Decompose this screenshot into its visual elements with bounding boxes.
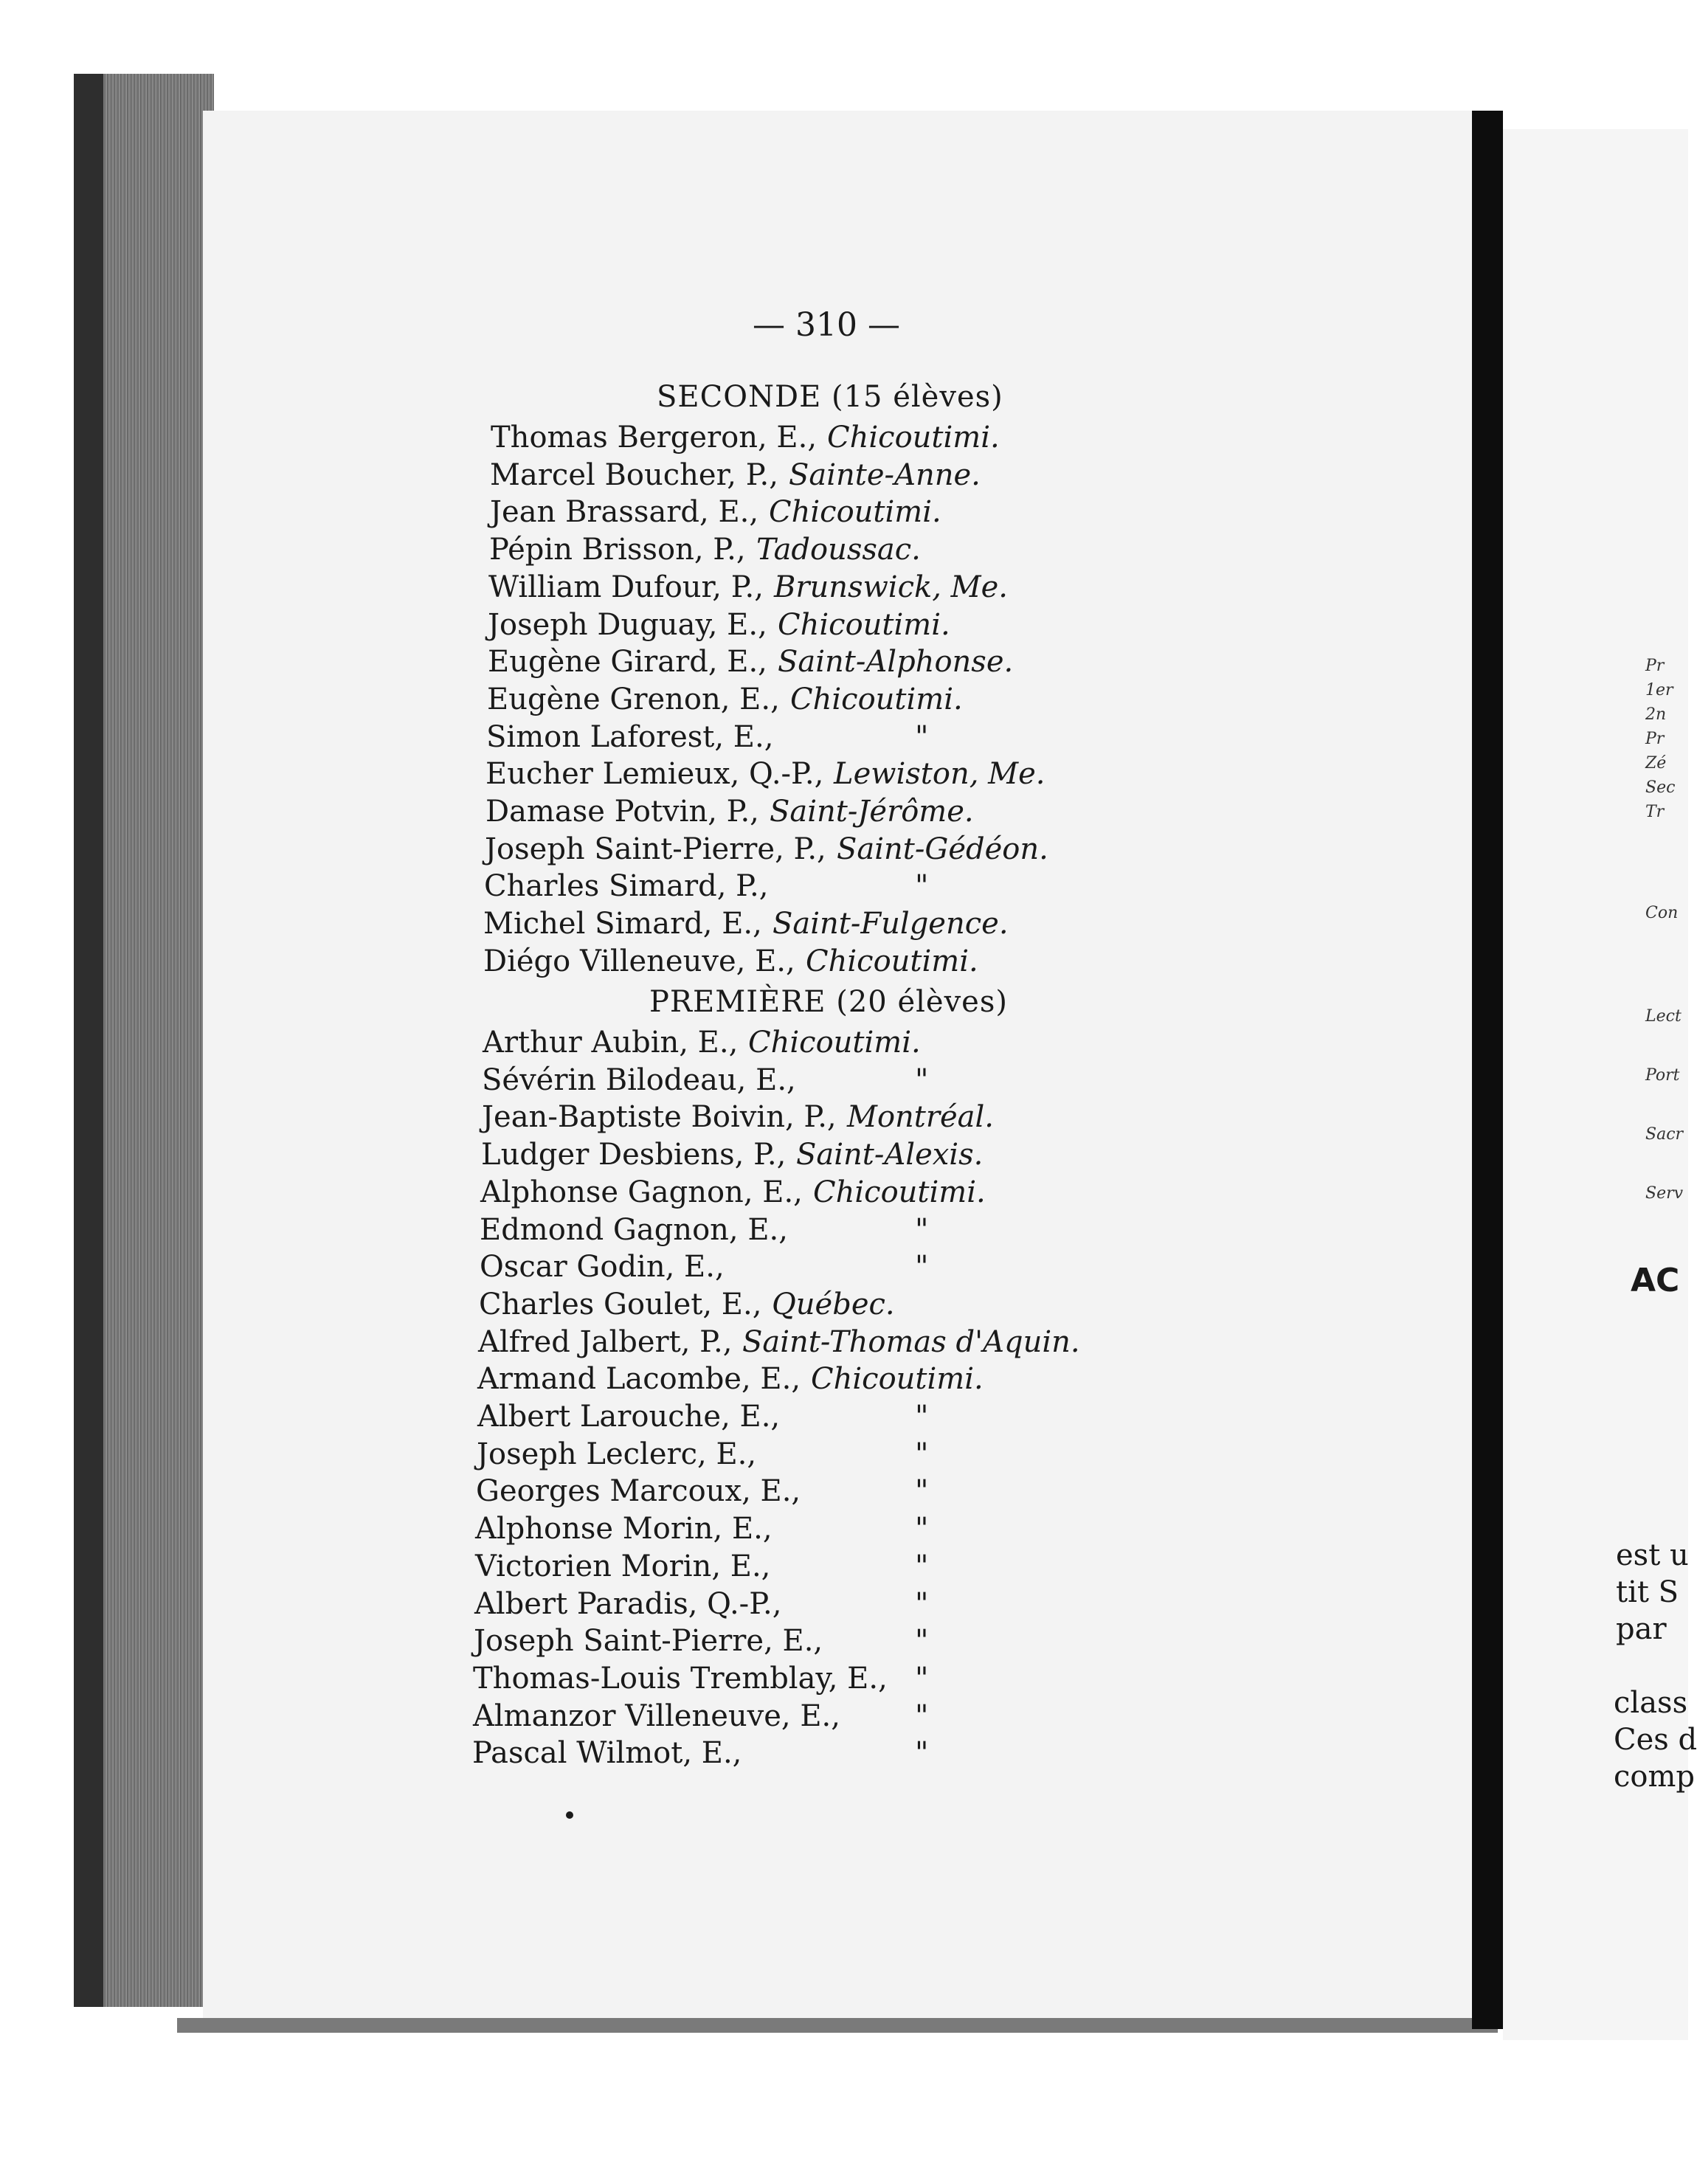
student-hometown: Chicoutimi. xyxy=(806,944,978,978)
student-hometown: Chicoutimi. xyxy=(827,421,1000,455)
student-name: Charles Simard, P., xyxy=(484,869,769,903)
right-page-text-line: tit S xyxy=(1616,1575,1679,1609)
book-cover-edge xyxy=(74,74,103,2007)
student-name: Thomas-Louis Tremblay, E., xyxy=(473,1662,888,1696)
student-name: Armand Lacombe, E., xyxy=(477,1362,801,1396)
right-page-list-item: Tr xyxy=(1645,803,1665,821)
page-bottom-edge xyxy=(177,2018,1498,2033)
ditto-mark: " xyxy=(915,1213,929,1247)
book-gutter xyxy=(1472,111,1503,2029)
student-hometown: Tadoussac. xyxy=(756,533,921,567)
right-page-label: Con xyxy=(1645,904,1679,922)
right-page-text-line: par xyxy=(1616,1612,1667,1646)
page-number: — 310 — xyxy=(753,306,900,344)
student-hometown: Chicoutimi. xyxy=(778,608,950,642)
ditto-mark: " xyxy=(915,720,929,754)
ditto-mark: " xyxy=(915,1587,929,1621)
ink-dot xyxy=(566,1811,573,1819)
student-name: Georges Marcoux, E., xyxy=(476,1474,801,1508)
ditto-mark: " xyxy=(915,1512,929,1546)
student-name: Alphonse Gagnon, E., xyxy=(480,1175,803,1209)
student-name: Diégo Villeneuve, E., xyxy=(483,944,795,978)
student-hometown: Saint-Thomas d'Aquin. xyxy=(742,1325,1080,1359)
ditto-mark: " xyxy=(915,1400,929,1434)
student-name: Victorien Morin, E., xyxy=(475,1549,771,1583)
ditto-mark: " xyxy=(915,1063,929,1097)
student-name: Joseph Duguay, E., xyxy=(488,608,767,642)
student-name: Alfred Jalbert, P., xyxy=(478,1325,733,1359)
ditto-mark: " xyxy=(915,1549,929,1583)
student-hometown: Chicoutimi. xyxy=(748,1026,921,1060)
student-name: Edmond Gagnon, E., xyxy=(480,1213,788,1247)
ditto-mark: " xyxy=(915,1662,929,1696)
student-hometown: Saint-Alphonse. xyxy=(778,645,1014,679)
ditto-mark: " xyxy=(915,1699,929,1733)
section-heading: SECONDE (15 élèves) xyxy=(657,380,1003,414)
ditto-mark: " xyxy=(915,1250,929,1284)
ditto-mark: " xyxy=(915,1624,929,1658)
student-name: Joseph Saint-Pierre, P., xyxy=(485,832,826,866)
right-page-label: Port xyxy=(1645,1066,1680,1085)
right-page-list-item: 1er xyxy=(1645,681,1673,699)
student-hometown: Chicoutimi. xyxy=(811,1362,984,1396)
student-name: Joseph Saint-Pierre, E., xyxy=(474,1624,823,1658)
student-name: Almanzor Villeneuve, E., xyxy=(473,1699,840,1733)
right-page-label: Sacr xyxy=(1645,1125,1684,1144)
student-name: Albert Paradis, Q.-P., xyxy=(474,1587,782,1621)
student-hometown: Saint-Gédéon. xyxy=(837,832,1048,866)
right-page xyxy=(1503,129,1697,2040)
right-page-text-line: class xyxy=(1614,1686,1688,1720)
student-name: Jean Brassard, E., xyxy=(490,495,759,529)
section-heading: PREMIÈRE (20 élèves) xyxy=(649,985,1008,1019)
student-hometown: Saint-Jérôme. xyxy=(770,795,974,829)
right-page-label: Lect xyxy=(1645,1007,1682,1026)
right-page-text-line: est u xyxy=(1616,1538,1689,1572)
student-name: Marcel Boucher, P., xyxy=(490,458,778,492)
student-hometown: Brunswick, Me. xyxy=(774,570,1009,604)
student-name: Pépin Brisson, P., xyxy=(489,533,746,567)
student-name: Eucher Lemieux, Q.-P., xyxy=(485,757,824,791)
ditto-mark: " xyxy=(915,869,929,903)
student-hometown: Saint-Fulgence. xyxy=(773,907,1009,941)
student-name: Damase Potvin, P., xyxy=(485,795,759,829)
student-name: Albert Larouche, E., xyxy=(477,1400,781,1434)
student-name: William Dufour, P., xyxy=(488,570,764,604)
right-page-list-item: 2n xyxy=(1645,705,1667,724)
student-name: Simon Laforest, E., xyxy=(486,720,774,754)
student-name: Arthur Aubin, E., xyxy=(483,1026,739,1060)
student-name: Eugène Girard, E., xyxy=(488,645,767,679)
student-name: Thomas Bergeron, E., xyxy=(491,421,818,455)
student-hometown: Montréal. xyxy=(847,1100,995,1134)
right-page-list-item: Pr xyxy=(1645,730,1665,748)
student-name: Ludger Desbiens, P., xyxy=(481,1138,787,1172)
right-page-list-item: Sec xyxy=(1645,778,1676,797)
student-hometown: Saint-Alexis. xyxy=(796,1138,984,1172)
student-hometown: Sainte-Anne. xyxy=(789,458,981,492)
right-page-list-item: Pr xyxy=(1645,657,1665,675)
right-page-list-item: Zé xyxy=(1645,754,1667,773)
ditto-mark: " xyxy=(915,1736,929,1770)
right-page-text-line: comp xyxy=(1614,1760,1696,1794)
student-name: Pascal Wilmot, E., xyxy=(472,1736,742,1770)
student-hometown: Chicoutimi. xyxy=(790,682,963,716)
student-hometown: Québec. xyxy=(772,1288,895,1321)
right-page-text-line: Ces d xyxy=(1614,1723,1697,1757)
right-page-heading: AC xyxy=(1631,1262,1680,1299)
student-hometown: Chicoutimi. xyxy=(813,1175,986,1209)
student-name: Alphonse Morin, E., xyxy=(475,1512,773,1546)
student-name: Eugène Grenon, E., xyxy=(487,682,780,716)
student-name: Charles Goulet, E., xyxy=(479,1288,762,1321)
ditto-mark: " xyxy=(915,1474,929,1508)
student-name: Oscar Godin, E., xyxy=(480,1250,725,1284)
student-name: Michel Simard, E., xyxy=(483,907,762,941)
student-name: Sévérin Bilodeau, E., xyxy=(482,1063,796,1097)
ditto-mark: " xyxy=(915,1437,929,1471)
student-name: Joseph Leclerc, E., xyxy=(477,1437,757,1471)
student-name: Jean-Baptiste Boivin, P., xyxy=(482,1100,837,1134)
right-page-label: Serv xyxy=(1645,1184,1684,1203)
student-hometown: Lewiston, Me. xyxy=(834,757,1045,791)
student-hometown: Chicoutimi. xyxy=(769,495,941,529)
